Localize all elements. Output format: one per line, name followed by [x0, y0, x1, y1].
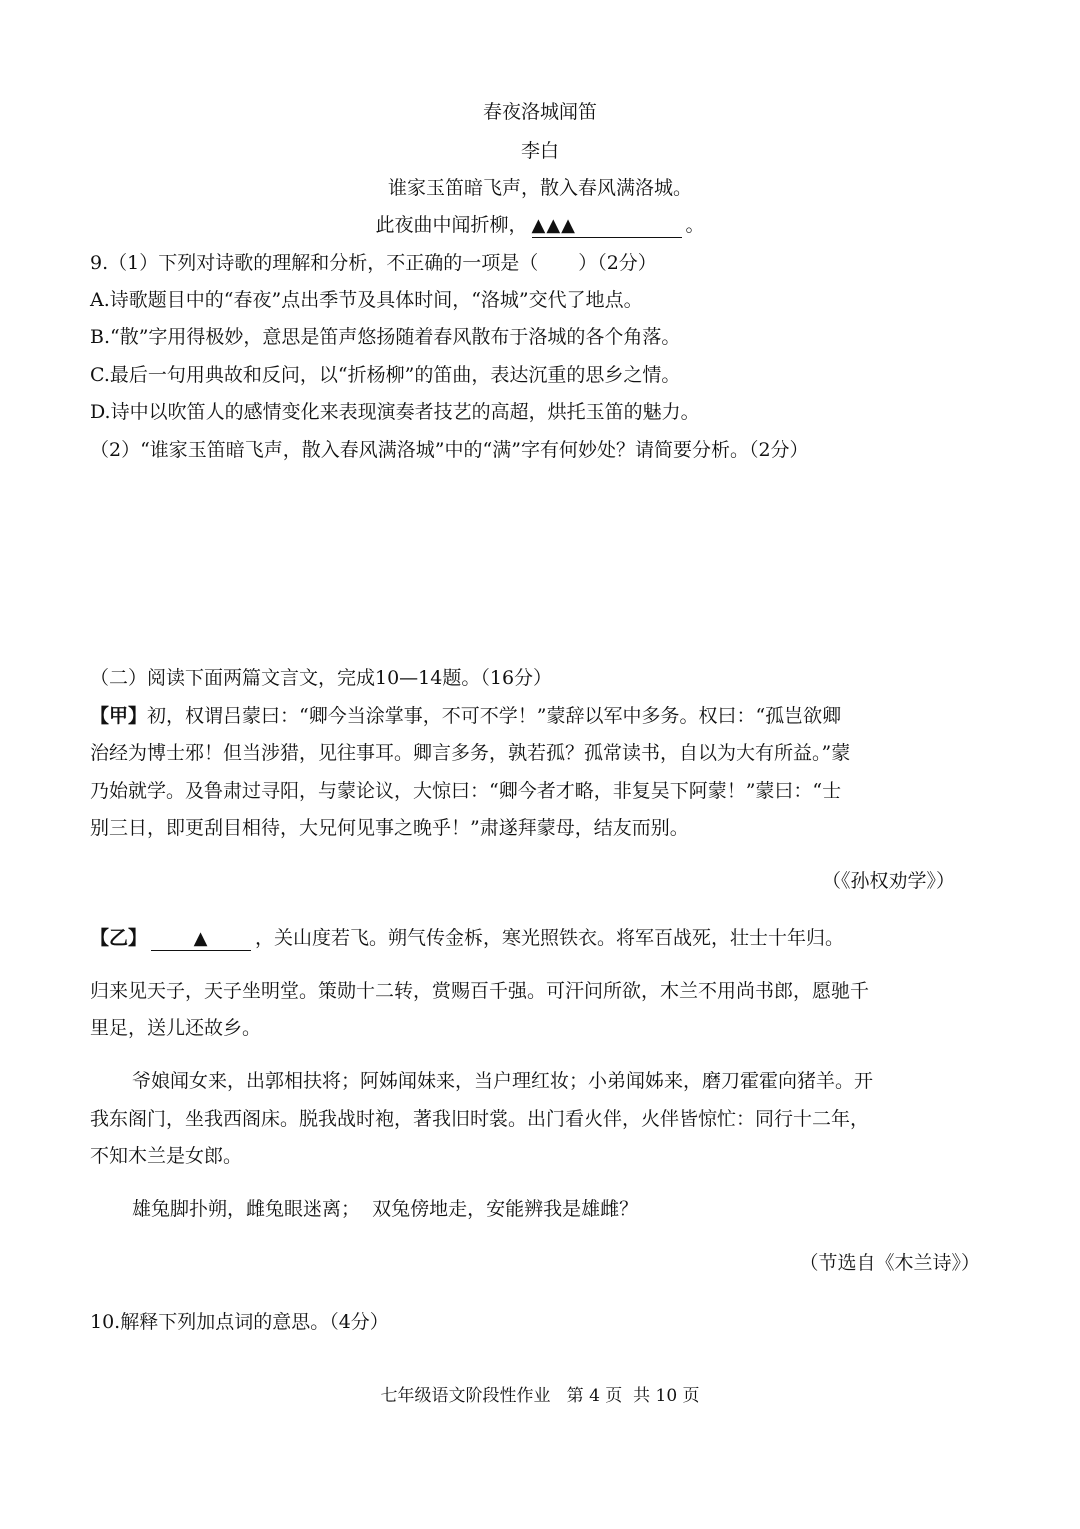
poem-title: 春夜洛城闻笛	[482, 101, 597, 123]
yi-line-1-rest: ，关山度若飞。朔气传金柝，寒光照铁衣。将军百战死，壮士十年归。	[255, 927, 845, 949]
yi-blank	[151, 927, 251, 951]
q9-option-a: A.诗歌题目中的“春夜”点出季节及具体时间，“洛城”交代了地点。	[90, 289, 643, 311]
q9-stem	[90, 251, 657, 275]
yi-para-3-line-3: 不知木兰是女郎。	[90, 1145, 243, 1167]
jia-line-4: 别三日，即更刮目相待，大兄何见事之晚乎！”肃遂拜蒙母，结友而别。	[90, 817, 689, 839]
poem-line-2	[0, 213, 1080, 238]
jia-label: 【甲】	[90, 705, 148, 727]
jia-source: （《孙权劝学》）	[821, 870, 955, 892]
yi-para-2-line-1: 归来见天子，天子坐明堂。策勋十二转，赏赐百千强。可汗问所欲，木兰不用尚书郎，愿驰千	[90, 980, 870, 1002]
blank-marker: ▲	[193, 928, 209, 949]
yi-source: （节选自《木兰诗》）	[799, 1252, 980, 1274]
yi-para-3-line-2: 我东阁门，坐我西阁床。脱我战时袍，著我旧时裳。出门看火伴，火伴皆惊忙：同行十二年，	[90, 1108, 870, 1130]
page-footer: 七年级语文阶段性作业 第 4 页 共 10 页	[380, 1386, 700, 1406]
yi-label: 【乙】	[90, 927, 148, 949]
poem-blank	[532, 214, 682, 238]
section-2-heading: （二）阅读下面两篇文言文，完成10—14题。（16分）	[90, 667, 553, 689]
q9-option-b: B.“散”字用得极妙，意思是笛声悠扬随着春风散布于洛城的各个角落。	[90, 326, 681, 348]
jia-line-2: 治经为博士邪！但当涉猎，见往事耳。卿言多务，孰若孤？孤常读书，自以为大有所益。”蒙	[90, 742, 851, 764]
q9-stem-prefix: 9.（1）下列对诗歌的理解和分析，不正确的一项是（	[90, 252, 539, 274]
yi-line-1	[90, 926, 844, 951]
poem-line-2-suffix: 。	[685, 214, 705, 236]
q9-option-d: D.诗中以吹笛人的感情变化来表现演奏者技艺的高超，烘托玉笛的魅力。	[90, 401, 700, 423]
yi-para-2-line-2: 里足，送儿还故乡。	[90, 1017, 262, 1039]
jia-text-1: 初，权谓吕蒙曰：“卿今当涂掌事，不可不学！”蒙辞以军中多务。权曰：“孤岂欲卿	[147, 705, 842, 727]
q9-stem-suffix: ）（2分）	[578, 252, 657, 274]
yi-para-4: 雄兔脚扑朔，雌兔眼迷离； 双兔傍地走，安能辨我是雄雌？	[132, 1198, 639, 1220]
q9-option-c: C.最后一句用典故和反问，以“折杨柳”的笛曲，表达沉重的思乡之情。	[90, 364, 681, 386]
jia-line-3: 乃始就学。及鲁肃过寻阳，与蒙论议，大惊曰：“卿今者才略，非复吴下阿蒙！”蒙曰：“士	[90, 780, 842, 802]
poem-line-2-prefix: 此夜曲中闻折柳，	[375, 214, 528, 236]
q9-sub-2: （2）“谁家玉笛暗飞声，散入春风满洛城”中的“满”字有何妙处？请简要分析。（2分）	[90, 439, 809, 461]
blank-marker: ▲▲▲	[531, 215, 577, 236]
yi-para-3-line-1: 爷娘闻女来，出郭相扶将；阿姊闻妹来，当户理红妆；小弟闻姊来，磨刀霍霍向猪羊。开	[132, 1070, 874, 1092]
jia-line-1	[90, 704, 841, 728]
poem-line-1: 谁家玉笛暗飞声，散入春风满洛城。	[387, 177, 692, 199]
poem-author: 李白	[520, 140, 559, 162]
q10-stem: 10.解释下列加点词的意思。（4分）	[90, 1311, 389, 1333]
